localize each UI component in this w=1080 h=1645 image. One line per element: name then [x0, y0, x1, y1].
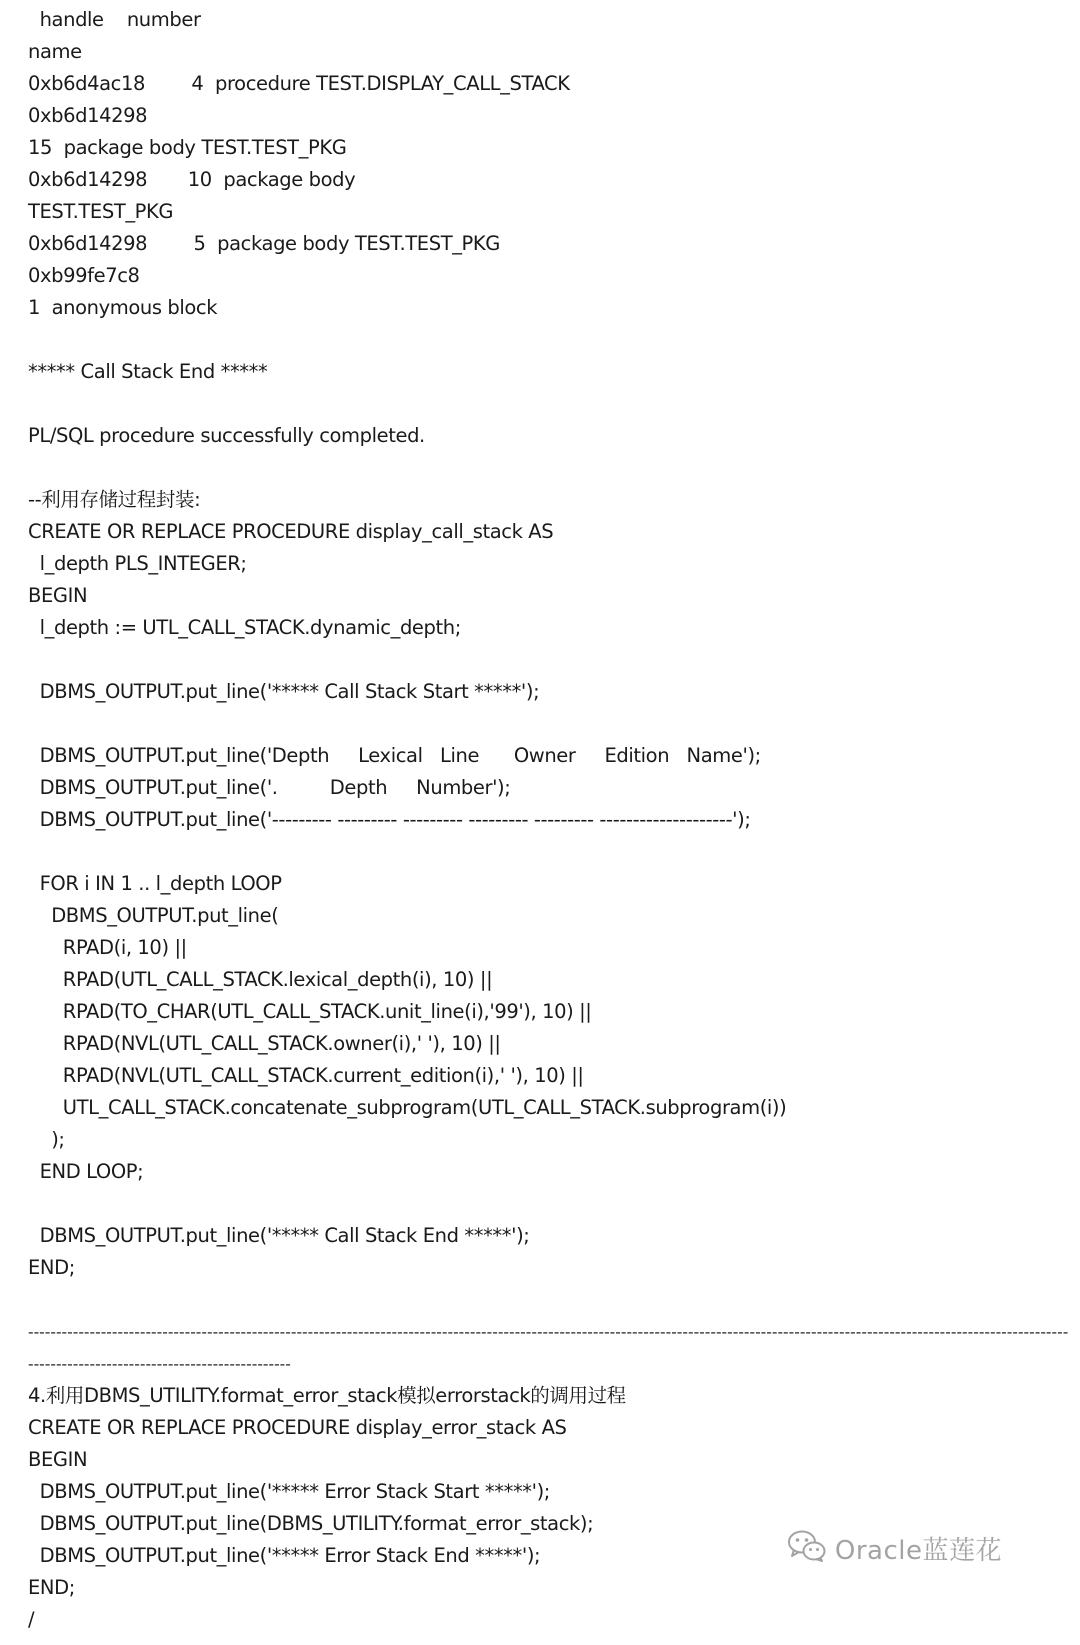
blank-line: [28, 388, 1068, 420]
code-line: DBMS_OUTPUT.put_line(DBMS_UTILITY.format_error_stack);: [28, 1512, 594, 1535]
text-line: 15 package body TEST.TEST_PKG: [28, 136, 347, 159]
text-line: 0xb99fe7c8: [28, 264, 140, 287]
code-line: l_depth := UTL_CALL_STACK.dynamic_depth;: [28, 616, 461, 639]
code-line: BEGIN: [28, 1448, 88, 1471]
code-line: UTL_CALL_STACK.concatenate_subprogram(UTL_CALL_STACK.subprogram(i)): [28, 1096, 787, 1119]
code-line: BEGIN: [28, 584, 88, 607]
text-line: handle number: [28, 8, 201, 31]
code-line: DBMS_OUTPUT.put_line(: [28, 904, 279, 927]
wechat-icon: [787, 1529, 827, 1567]
code-line: DBMS_OUTPUT.put_line('--------- --------- --------- --------- --------- --------------------');: [28, 808, 751, 831]
code-line: CREATE OR REPLACE PROCEDURE display_call_stack AS: [28, 520, 554, 543]
blank-line: [28, 1284, 1068, 1316]
code-line: /: [28, 1608, 35, 1631]
code-line: RPAD(NVL(UTL_CALL_STACK.owner(i),' '), 10) ||: [28, 1032, 501, 1055]
separator-line: -----------------------------------------------: [28, 1355, 291, 1373]
code-line: END;: [28, 1576, 75, 1599]
code-line: CREATE OR REPLACE PROCEDURE display_error_stack AS: [28, 1416, 567, 1439]
code-line: DBMS_OUTPUT.put_line('***** Error Stack End *****');: [28, 1544, 541, 1567]
code-line: FOR i IN 1 .. l_depth LOOP: [28, 872, 282, 895]
document-body: [28, 4, 1068, 1636]
text-line: 0xb6d14298: [28, 104, 148, 127]
text-line: 0xb6d4ac18 4 procedure TEST.DISPLAY_CALL_STACK: [28, 72, 570, 95]
blank-line: [28, 1188, 1068, 1220]
text-line: TEST.TEST_PKG: [28, 200, 174, 223]
code-line: DBMS_OUTPUT.put_line('***** Call Stack Start *****');: [28, 680, 540, 703]
code-line: l_depth PLS_INTEGER;: [28, 552, 247, 575]
text-line: name: [28, 40, 82, 63]
code-line: RPAD(TO_CHAR(UTL_CALL_STACK.unit_line(i),'99'), 10) ||: [28, 1000, 592, 1023]
section-comment: --利用存储过程封装:: [28, 488, 201, 511]
text-line: 1 anonymous block: [28, 296, 218, 319]
text-line: 0xb6d14298 10 package body: [28, 168, 356, 191]
watermark: [787, 1529, 1002, 1567]
blank-line: [28, 708, 1068, 740]
section-heading: 4.利用DBMS_UTILITY.format_error_stack模拟errorstack的调用过程: [28, 1384, 626, 1407]
code-line: RPAD(i, 10) ||: [28, 936, 187, 959]
blank-line: [28, 452, 1068, 484]
code-line: DBMS_OUTPUT.put_line('***** Call Stack End *****');: [28, 1224, 530, 1247]
watermark-text: Oracle蓝莲花: [834, 1535, 1002, 1566]
code-line: );: [28, 1128, 65, 1151]
blank-line: [28, 644, 1068, 676]
code-line: END LOOP;: [28, 1160, 144, 1183]
text-line: PL/SQL procedure successfully completed.: [28, 424, 425, 447]
blank-line: [28, 324, 1068, 356]
separator-line: ------------------------------------------------------------------------------------------------------------------------------------------------------------------------------------------: [28, 1323, 1069, 1341]
text-line: 0xb6d14298 5 package body TEST.TEST_PKG: [28, 232, 501, 255]
code-line: DBMS_OUTPUT.put_line('***** Error Stack Start *****');: [28, 1480, 550, 1503]
code-line: RPAD(UTL_CALL_STACK.lexical_depth(i), 10) ||: [28, 968, 493, 991]
code-line: DBMS_OUTPUT.put_line('Depth Lexical Line Owner Edition Name');: [28, 744, 761, 767]
code-line: DBMS_OUTPUT.put_line('. Depth Number');: [28, 776, 511, 799]
blank-line: [28, 836, 1068, 868]
code-line: END;: [28, 1256, 75, 1279]
code-line: RPAD(NVL(UTL_CALL_STACK.current_edition(i),' '), 10) ||: [28, 1064, 584, 1087]
text-line: ***** Call Stack End *****: [28, 360, 268, 383]
